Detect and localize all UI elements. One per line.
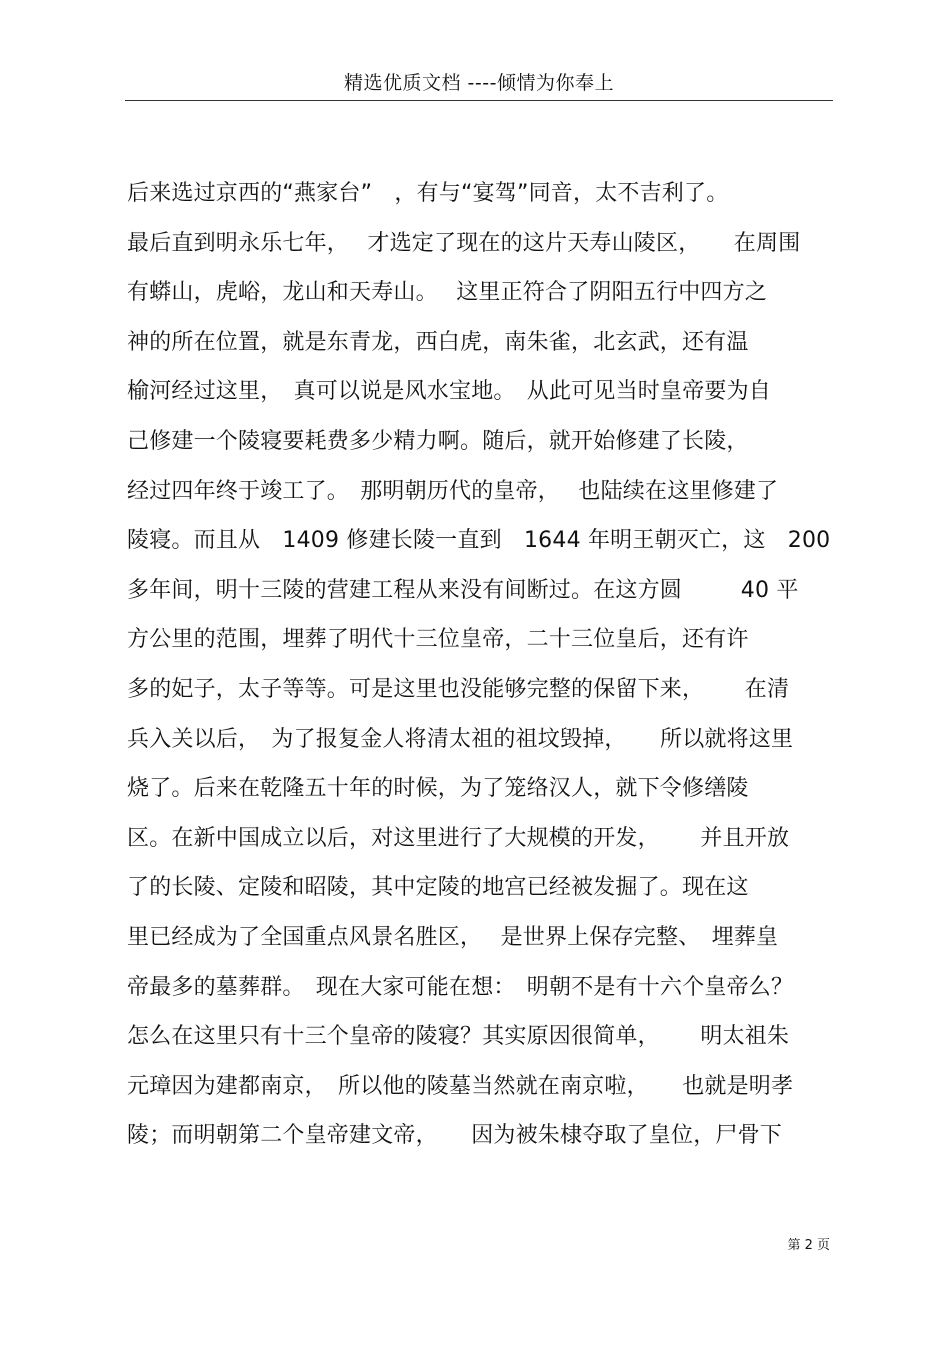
body-line: 多年间，明十三陵的营建工程从来没有间断过。在这方圆 40 平 xyxy=(127,577,799,603)
body-line: 烧了。后来在乾隆五十年的时候，为了笼络汉人，就下令修缮陵 xyxy=(127,776,749,802)
header-divider xyxy=(125,100,833,101)
body-line: 帝最多的墓葬群。 现在大家可能在想： 明朝不是有十六个皇帝么？ xyxy=(127,974,794,1000)
page-number: 第 2 页 xyxy=(787,1238,830,1253)
body-line: 己修建一个陵寝要耗费多少精力啊。随后，就开始修建了长陵， xyxy=(127,428,749,454)
body-line: 兵入关以后， 为了报复金人将清太祖的祖坟毁掉， 所以就将这里 xyxy=(127,726,794,752)
body-line: 多的妃子，太子等等。可是这里也没能够完整的保留下来， 在清 xyxy=(127,676,790,702)
body-line: 有蟒山，虎峪，龙山和天寿山。 这里正符合了阴阳五行中四方之 xyxy=(127,280,767,306)
body-line: 里已经成为了全国重点风景名胜区， 是世界上保存完整、 埋葬皇 xyxy=(127,924,779,950)
body-line: 元璋因为建都南京， 所以他的陵墓当然就在南京啦， 也就是明孝 xyxy=(127,1073,794,1099)
body-line: 怎么在这里只有十三个皇帝的陵寝？其实原因很简单， 明太祖朱 xyxy=(127,1024,790,1050)
page-header-title: 精选优质文档 ----倾情为你奉上 xyxy=(344,72,614,94)
body-line: 方公里的范围，埋葬了明代十三位皇帝，二十三位皇后，还有许 xyxy=(127,627,749,653)
body-line: 区。在新中国成立以后，对这里进行了大规模的开发， 并且开放 xyxy=(127,825,790,851)
body-line: 榆河经过这里， 真可以说是风水宝地。 从此可见当时皇帝要为自 xyxy=(127,379,772,405)
body-line: 最后直到明永乐七年， 才选定了现在的这片天寿山陵区， 在周围 xyxy=(127,230,801,256)
body-line: 神的所在位置，就是东青龙，西白虎，南朱雀，北玄武，还有温 xyxy=(127,329,749,355)
body-line: 陵寝。而且从 1409 修建长陵一直到 1644 年明王朝灭亡，这 200 xyxy=(127,528,831,554)
body-line: 了的长陵、定陵和昭陵，其中定陵的地宫已经被发掘了。现在这 xyxy=(127,875,749,901)
body-line: 经过四年终于竣工了。 那明朝历代的皇帝， 也陆续在这里修建了 xyxy=(127,478,779,504)
document-body xyxy=(127,176,837,1168)
body-line: 陵；而明朝第二个皇帝建文帝， 因为被朱棣夺取了皇位，尸骨下 xyxy=(127,1123,783,1149)
body-line: 后来选过京西的“燕家台” ，有与“宴驾”同音，太不吉利了。 xyxy=(127,181,729,206)
